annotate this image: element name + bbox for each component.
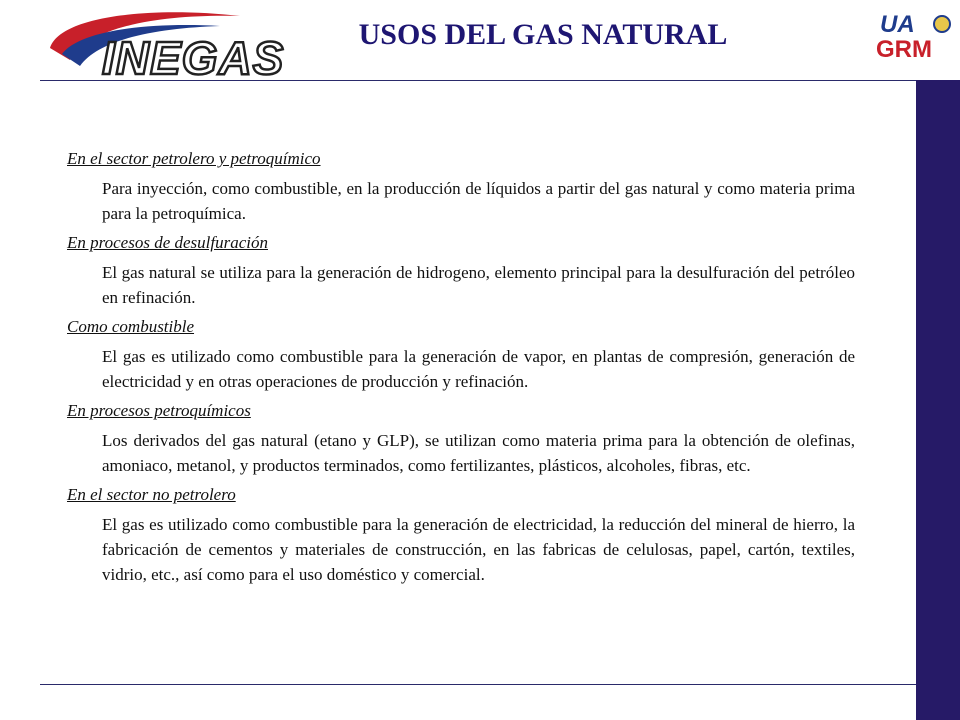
section-heading: En procesos petroquímicos [67,401,251,420]
inegas-logo-text: INEGAS [102,32,285,80]
section-text: Los derivados del gas natural (etano y GLP), se utilizan como materia prima para la obtención de olefinas, amoniaco, metanol, y productos terminados, como fertilizantes, plásticos, alcoholes, fibras, etc. [102,431,855,475]
uagrm-logo-bottom: GRM [876,36,932,60]
side-accent-bar [916,80,960,720]
section-sector-petrolero [67,146,855,226]
section-heading: En el sector petrolero y petroquímico [67,149,321,168]
section-combustible [67,314,855,394]
uagrm-logo [876,10,954,60]
content-body [67,146,855,591]
section-text: El gas es utilizado como combustible para la generación de vapor, en plantas de compresión, generación de electricidad y en otras operaciones de producción y refinación. [102,347,855,391]
section-petroquimicos [67,398,855,478]
footer-divider [40,684,916,685]
section-heading: En procesos de desulfuración [67,233,268,252]
section-heading: En el sector no petrolero [67,485,236,504]
page-title: USOS DEL GAS NATURAL [358,18,728,51]
section-text: Para inyección, como combustible, en la producción de líquidos a partir del gas natural y como materia prima para la petroquímica. [102,179,855,223]
section-no-petrolero [67,482,855,587]
header-divider [40,80,916,81]
section-text: El gas natural se utiliza para la generación de hidrogeno, elemento principal para la desulfuración del petróleo en refinación. [102,263,855,307]
section-text: El gas es utilizado como combustible para la generación de electricidad, la reducción del mineral de hierro, la fabricación de cementos y materiales de construcción, en las fabricas de celulosas, papel, cartón, textiles, vidrio, etc., así como para el uso doméstico y comercial. [102,515,855,584]
section-heading: Como combustible [67,317,195,336]
section-desulfuracion [67,230,855,310]
uagrm-logo-top: UA [880,11,915,38]
